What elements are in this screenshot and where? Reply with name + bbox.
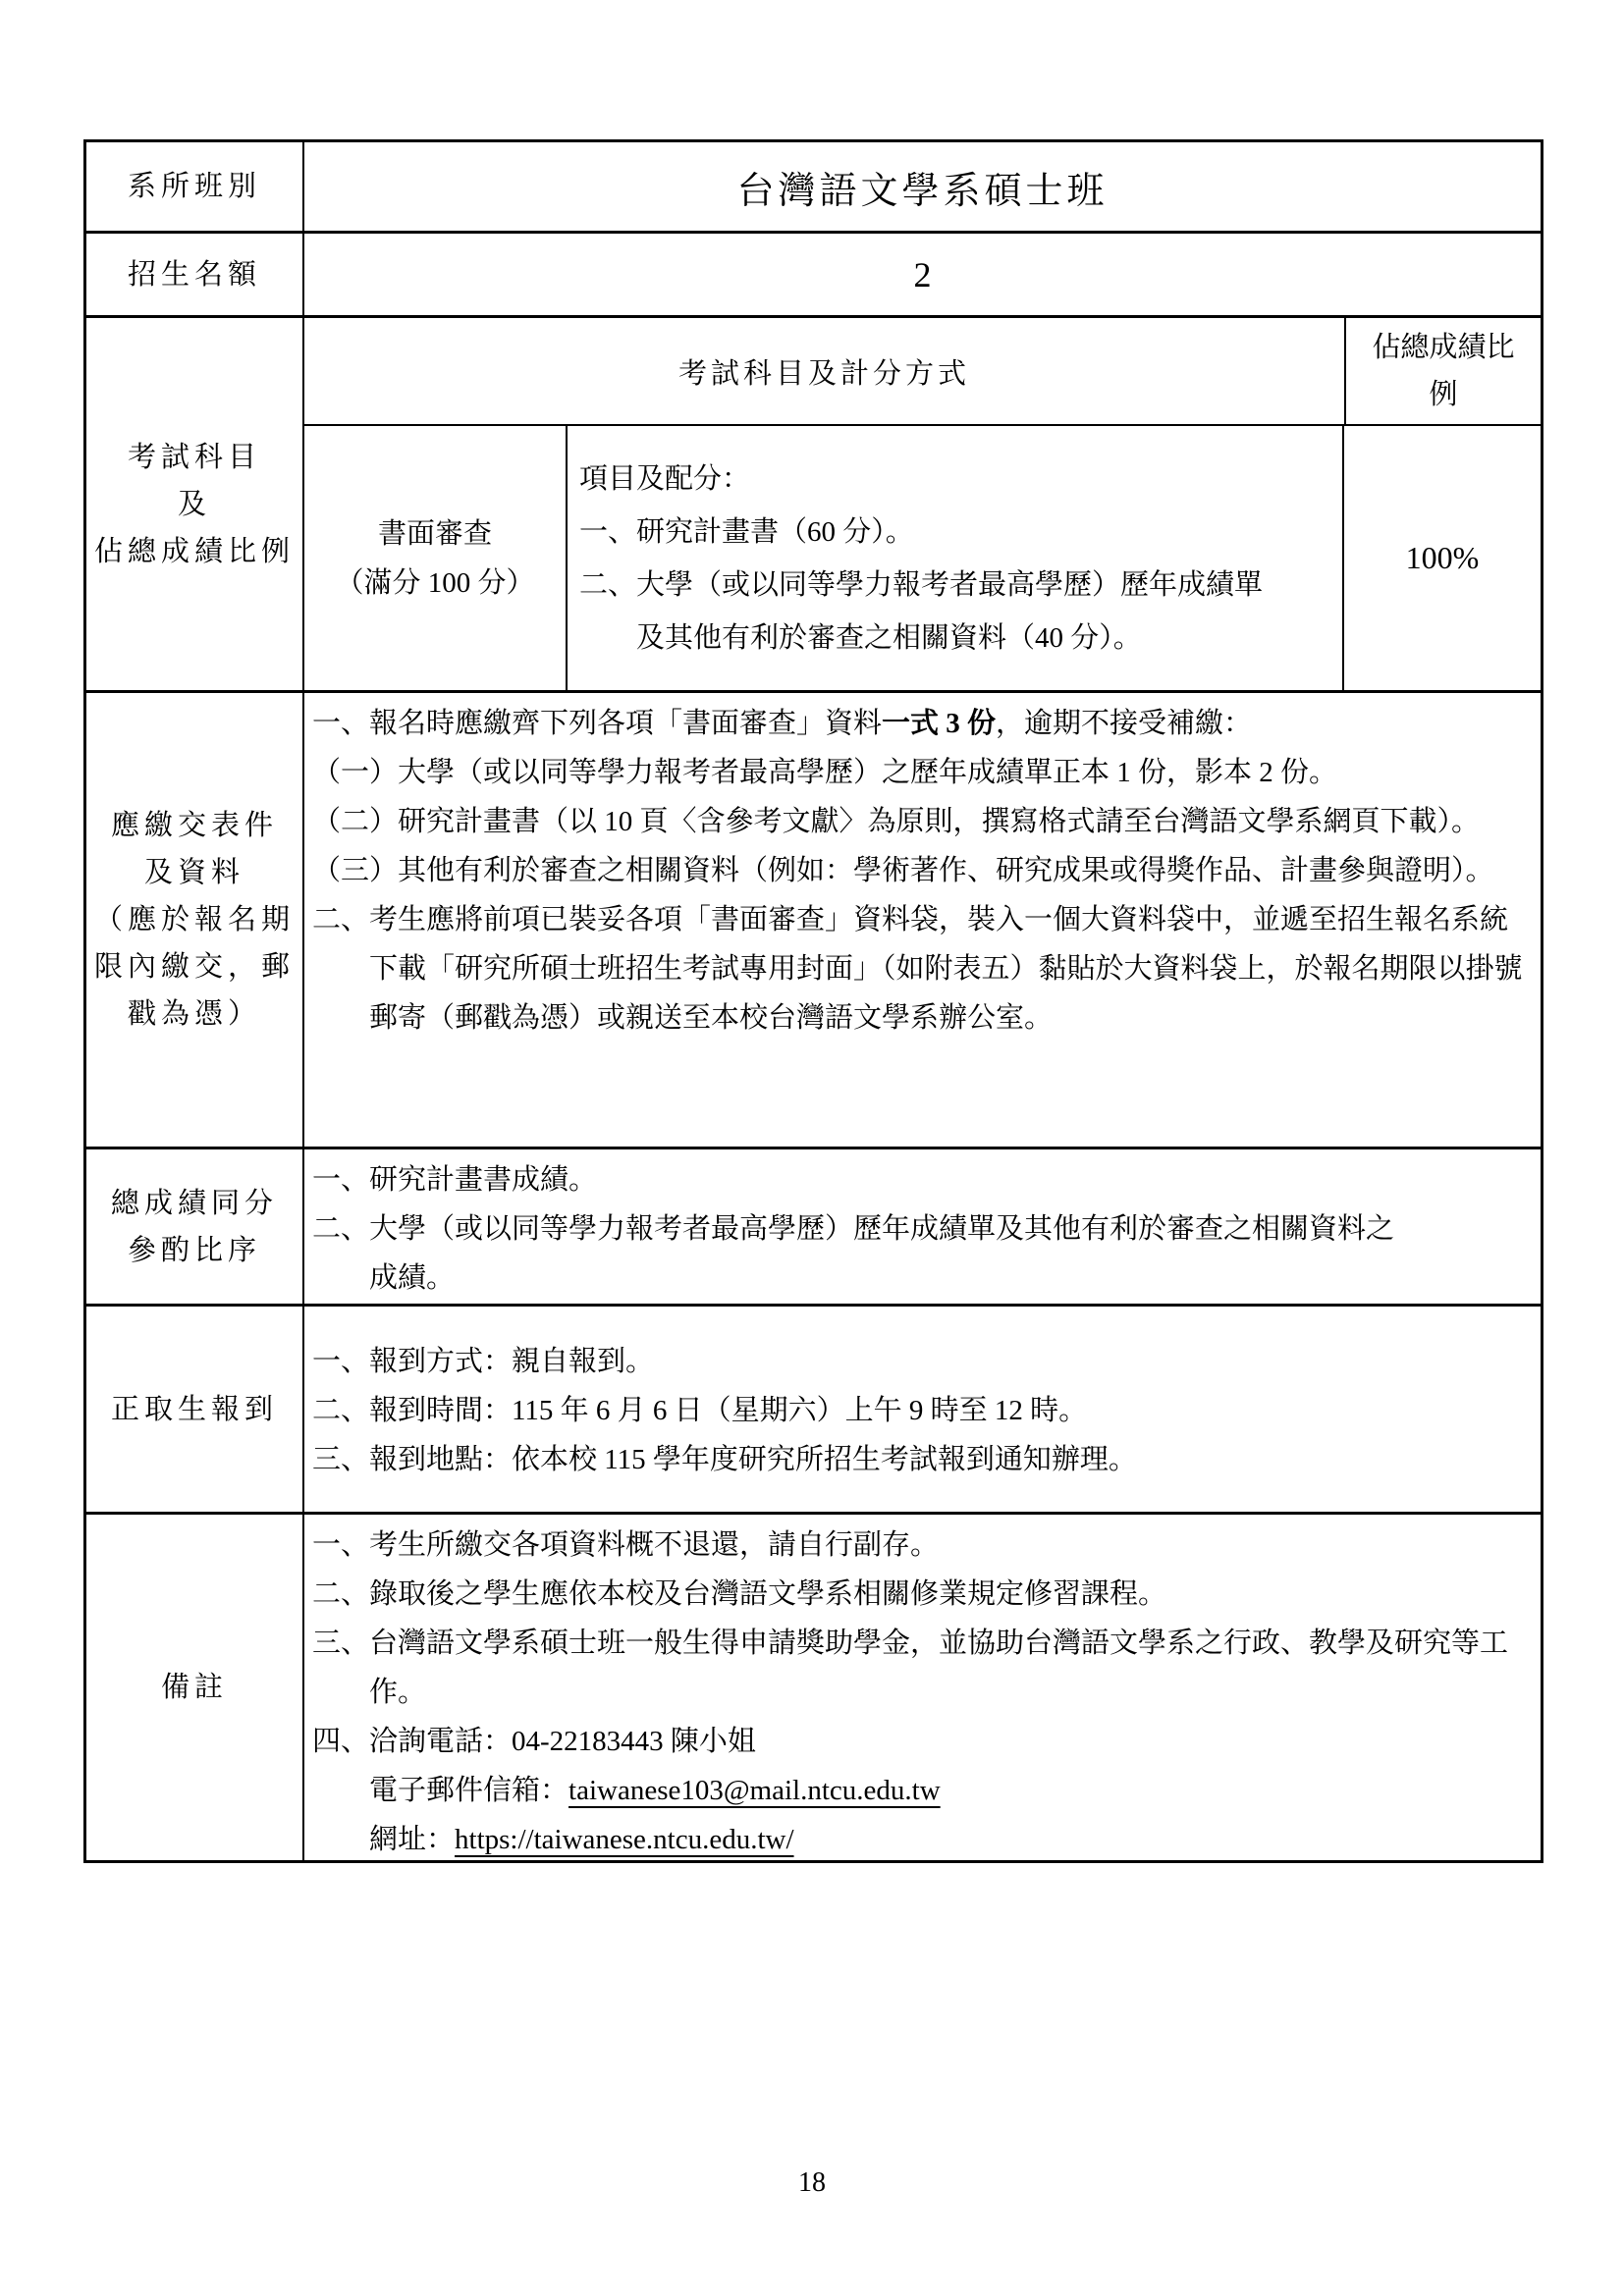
registration-label: 正取生報到 [86,1307,304,1512]
list-item: 二、考生應將前項已裝妥各項「書面審查」資料袋，裝入一個大資料袋中，並遞至招生報名系統下載「研究所碩士班招生考試專用封面」（如附表五）黏貼於大資料袋上，於報名期限以掛號郵寄（郵戳為憑）或親送至本校台灣語文學系辦公室。 [312,904,1523,1034]
documents-list [304,693,1541,1046]
website-line [312,1815,1531,1864]
tiebreak-list [304,1149,1541,1307]
department-label: 系所班別 [86,142,304,231]
department-value: 台灣語文學系碩士班 [736,170,1109,212]
tiebreak-label [86,1149,304,1304]
documents-label-line: 戳為憑） [127,998,261,1030]
scoring-item: 一、研究計畫書（60 分）。 [579,515,914,548]
quota-cell [304,234,1541,315]
exam-subtable-body [304,426,1541,690]
list-item-text: ，逾期不接受補繳： [996,708,1253,739]
exam-label-line: 佔總成績比例 [93,535,295,567]
exam-ratio-header: 佔總成績比例 [1372,332,1515,410]
row-quota [86,231,1541,315]
scoring-item-continuation: 及其他有利於審查之相關資料（40 分）。 [636,621,1142,654]
exam-ratio-value: 100% [1405,540,1480,575]
documents-label-line: （應於報名期 [93,904,295,935]
documents-label-line: 限內繳交，郵 [93,951,295,983]
tiebreak-label-line: 參酌比序 [127,1234,261,1266]
list-item: 一、考生所繳交各項資料概不退還，請自行副存。 [312,1529,940,1561]
email-link[interactable]: taiwanese103@mail.ntcu.edu.tw [568,1775,941,1806]
list-item: 一、報到方式：親自報到。 [312,1345,655,1377]
scoring-intro: 項目及配分： [579,462,751,495]
admission-table [83,139,1543,1863]
list-item: 三、台灣語文學系碩士班一般生得申請獎助學金，並協助台灣語文學系之行政、教學及研究等工作。 [312,1628,1509,1708]
exam-scoring-list [568,426,1344,690]
website-link[interactable]: https://taiwanese.ntcu.edu.tw/ [455,1824,794,1855]
row-documents [86,690,1541,1147]
documents-cell [304,693,1541,1147]
tiebreak-cell [304,1149,1541,1304]
exam-label-line: 考試科目 [127,441,261,473]
list-item: 二、報到時間：115 年 6 月 6 日（星期六）上午 9 時至 12 時。 [312,1394,1088,1426]
email-line [312,1766,1531,1815]
registration-cell [304,1307,1541,1512]
documents-label-line: 應繳交表件 [110,810,278,841]
list-item: 二、錄取後之學生應依本校及台灣語文學系相關修業規定修習課程。 [312,1578,1167,1610]
registration-list [304,1307,1541,1512]
page-number: 18 [798,2167,826,2198]
list-item: 三、報到地點：依本校 115 學年度研究所招生考試報到通知辦理。 [312,1443,1137,1475]
row-remarks [86,1512,1541,1860]
row-registration [86,1304,1541,1512]
row-exam [86,315,1541,690]
exam-subject-line: 書面審查 [377,517,492,550]
row-department [86,142,1541,231]
remarks-label: 備註 [86,1515,304,1860]
quota-label: 招生名額 [86,234,304,315]
exam-subjects-header: 考試科目及計分方式 [304,318,1346,424]
list-item: （三）其他有利於審查之相關資料（例如：學術著作、研究成果或得獎作品、計畫參與證明）。 [312,855,1494,886]
list-item: 一、研究計畫書成績。 [312,1164,598,1196]
list-item-bold-text: 一式 3 份 [882,708,997,739]
list-item-continuation: 成績。 [369,1262,456,1294]
exam-label [86,318,304,690]
list-item [312,699,1531,748]
email-label: 電子郵件信箱： [369,1775,569,1806]
list-item: （一）大學（或以同等學力報考者最高學歷）之歷年成績單正本 1 份，影本 2 份。 [312,757,1338,788]
list-item-text: 一、報名時應繳齊下列各項「書面審查」資料 [312,708,883,739]
website-label: 網址： [369,1824,456,1855]
exam-subject-name [304,426,568,690]
exam-subject-line: （滿分 100 分） [335,566,535,599]
exam-label-line: 及 [177,488,211,520]
tiebreak-label-line: 總成績同分 [110,1187,278,1219]
exam-cell [304,318,1541,690]
department-cell [304,142,1541,231]
list-item: 四、洽詢電話：04-22183443 陳小姐 [312,1726,756,1757]
documents-label [86,693,304,1147]
exam-subtable-header [304,318,1541,426]
documents-label-line: 及資料 [143,857,244,888]
scoring-item: 二、大學（或以同等學力報考者最高學歷）歷年成績單 [579,568,1264,601]
list-item: （二）研究計畫書（以 10 頁〈含參考文獻〉為原則，撰寫格式請至台灣語文學系網頁下載）。 [312,806,1481,837]
row-tiebreak [86,1147,1541,1304]
remarks-cell [304,1515,1541,1860]
quota-value: 2 [913,254,932,294]
remarks-list [304,1515,1541,1868]
list-item: 二、大學（或以同等學力報考者最高學歷）歷年成績單及其他有利於審查之相關資料之 [312,1213,1395,1245]
